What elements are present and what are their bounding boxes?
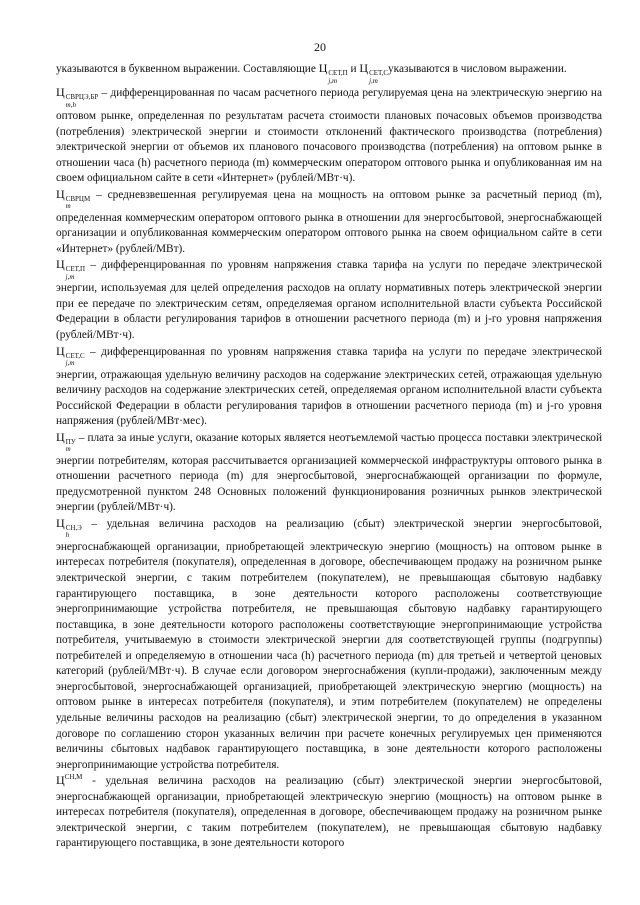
definition-symbol: Ц СЕТ,П j,m (56, 257, 85, 281)
definition-symbol: Ц ПУ m (56, 429, 76, 454)
definition-text: – плата за иные услуги, оказание которых является неотъемлемой частью процесса поставки электрической энергии потребителям, которая рассчитывается организацией коммерческой инфраструктуры оптового рынка в отношении расчетного периода (m) для энергосбытовой, энергоснабжающей организации по формуле, предусмотренной пунктом 248 Основных положений функционирования розничных рынков электрической энергии (рублей/МВт·ч). (56, 431, 602, 514)
definition-paragraph (56, 344, 602, 430)
definition-paragraph (56, 85, 602, 187)
definition-text: – дифференцированная по уровням напряжения ставка тарифа на услуги по передаче электрической энергии, используемая для целей определения расходов на оплату нормативных потерь электрической энергии при ее передаче по электрическим сетям, определяемая органом исполнительной власти субъекта Российской Федерации в области регулирования тарифов в отношении расчетного периода (m) и j-го уровня напряжения (рублей/МВт·ч). (56, 259, 602, 342)
symbol-tset-p: Ц СЕТ,П j,m (318, 61, 348, 85)
definition-paragraph (56, 516, 602, 773)
intro-text-b: и (347, 63, 360, 75)
definition-text: – средневзвешенная регулируемая цена на мощность на оптовом рынке за расчетный период (m), определенная коммерческим оператором оптового рынка в отношении для энергосбытовой, энергоснабжающей организации и опубликованная коммерческим оператором оптового рынка на своем официальном сайте в сети «Интернет» (рублей/МВт). (56, 188, 602, 255)
definition-paragraph (56, 257, 602, 343)
definition-text: - удельная величина расходов на реализацию (сбыт) электрической энергии энергосбытовой, энергоснабжающей организации, приобретающей электрическую энергию (мощность) на оптовом рынке в интересах потребителя (покупателя), определенная в договоре, обеспечивающем продажу на розничном рынке электрической энергии, с таким потребителем (покупателем), не превышающая сбытовую надбавку гарантирующего поставщика, в зоне деятельности которого (56, 775, 602, 850)
definition-symbol: Ц СЕТ,С j,m (56, 343, 85, 368)
definition-paragraph (56, 430, 602, 516)
definition-symbol: Ц СВРЦМ m (56, 186, 91, 211)
intro-text-a: указываются в буквенном выражении. Составляющие (56, 63, 319, 75)
document-body (56, 43, 602, 852)
definition-text: – дифференцированная по уровням напряжения ставка тарифа на услуги по передаче электрической энергии, отражающая удельную величину расходов на содержание электрических сетей, отражающая удельную величину расходов на содержание электрических сетей, определяемая органом исполнительной власти субъекта Российской Федерации в области регулирования тарифов в отношении расчетного периода (m) и j-го уровня напряжения (рублей/МВт·мес). (56, 345, 602, 428)
intro-paragraph (56, 61, 602, 85)
symbol-tset-s: Ц СЕТ,С j,m (359, 61, 389, 85)
definition-symbol: Ц СВРЦЭ,БР m,h (56, 85, 99, 109)
definition-symbol: $Ц^{СН,М}$ (56, 773, 83, 788)
page-number: 20 (314, 40, 326, 54)
definition-symbol: Ц СН,Э h (56, 515, 82, 540)
definition-paragraph (56, 187, 602, 258)
intro-text-c: указываются в числовом выражении. (388, 63, 567, 75)
definition-text: – удельная величина расходов на реализацию (сбыт) электрической энергии энергосбытовой, энергоснабжающей организации, приобретающей электрическую энергию (мощность) на оптовом рынке в интересах потребителя (покупателя), определенная в договоре, обеспечивающем продажу на розничном рынке электрической энергии, с таким потребителем (покупателем), не превышающая сбытовую надбавку гарантирующего поставщика, в зоне деятельности которого расположены соответствующие энергопринимающие устройства потребителя, не превышающая сбытовую надбавку гарантирующего поставщика, в зоне деятельности которого расположены соответствующие энергопринимающие устройства потребителя, учитываемую в стоимости электрической энергии для соответствующей группы (подгруппы) потребителей и определяемую в отношении часа (h) расчетного периода (m) для третьей и четвертой ценовых категорий (рублей/МВт·ч). В случае если договором энергоснабжения (купли-продажи), заключенным между энергосбытовой, энергоснабжающей организацией, приобретающей электрическую энергию (мощность) на оптовом рынке в интересах потребителя (покупателя), и этим потребителем (покупателем) не определены удельные величины расходов на реализацию (сбыт) электрической энергии, то до определения в указанном договоре по соглашению сторон указанных величин при расчете конечных регулируемых цен применяются величины сбытовых надбавок гарантирующего поставщика, в зоне деятельности которого расположены энергопринимающие устройства потребителя. (56, 517, 602, 771)
definition-paragraph (56, 773, 602, 852)
definition-text: – дифференцированная по часам расчетного периода регулируемая цена на электрическую энергию на оптовом рынке, определенная по результатам расчета стоимости плановых почасовых объемов производства (потребления) электрической энергии и стоимости отклонений фактического производства (потребления) электрической энергии от объемов их планового почасового производства (потребления) на оптовом рынке в отношении часа (h) расчетного периода (m) коммерческим оператором оптового рынка и опубликованная им на своем официальном сайте в сети «Интернет» (рублей/МВт·ч). (56, 87, 602, 185)
